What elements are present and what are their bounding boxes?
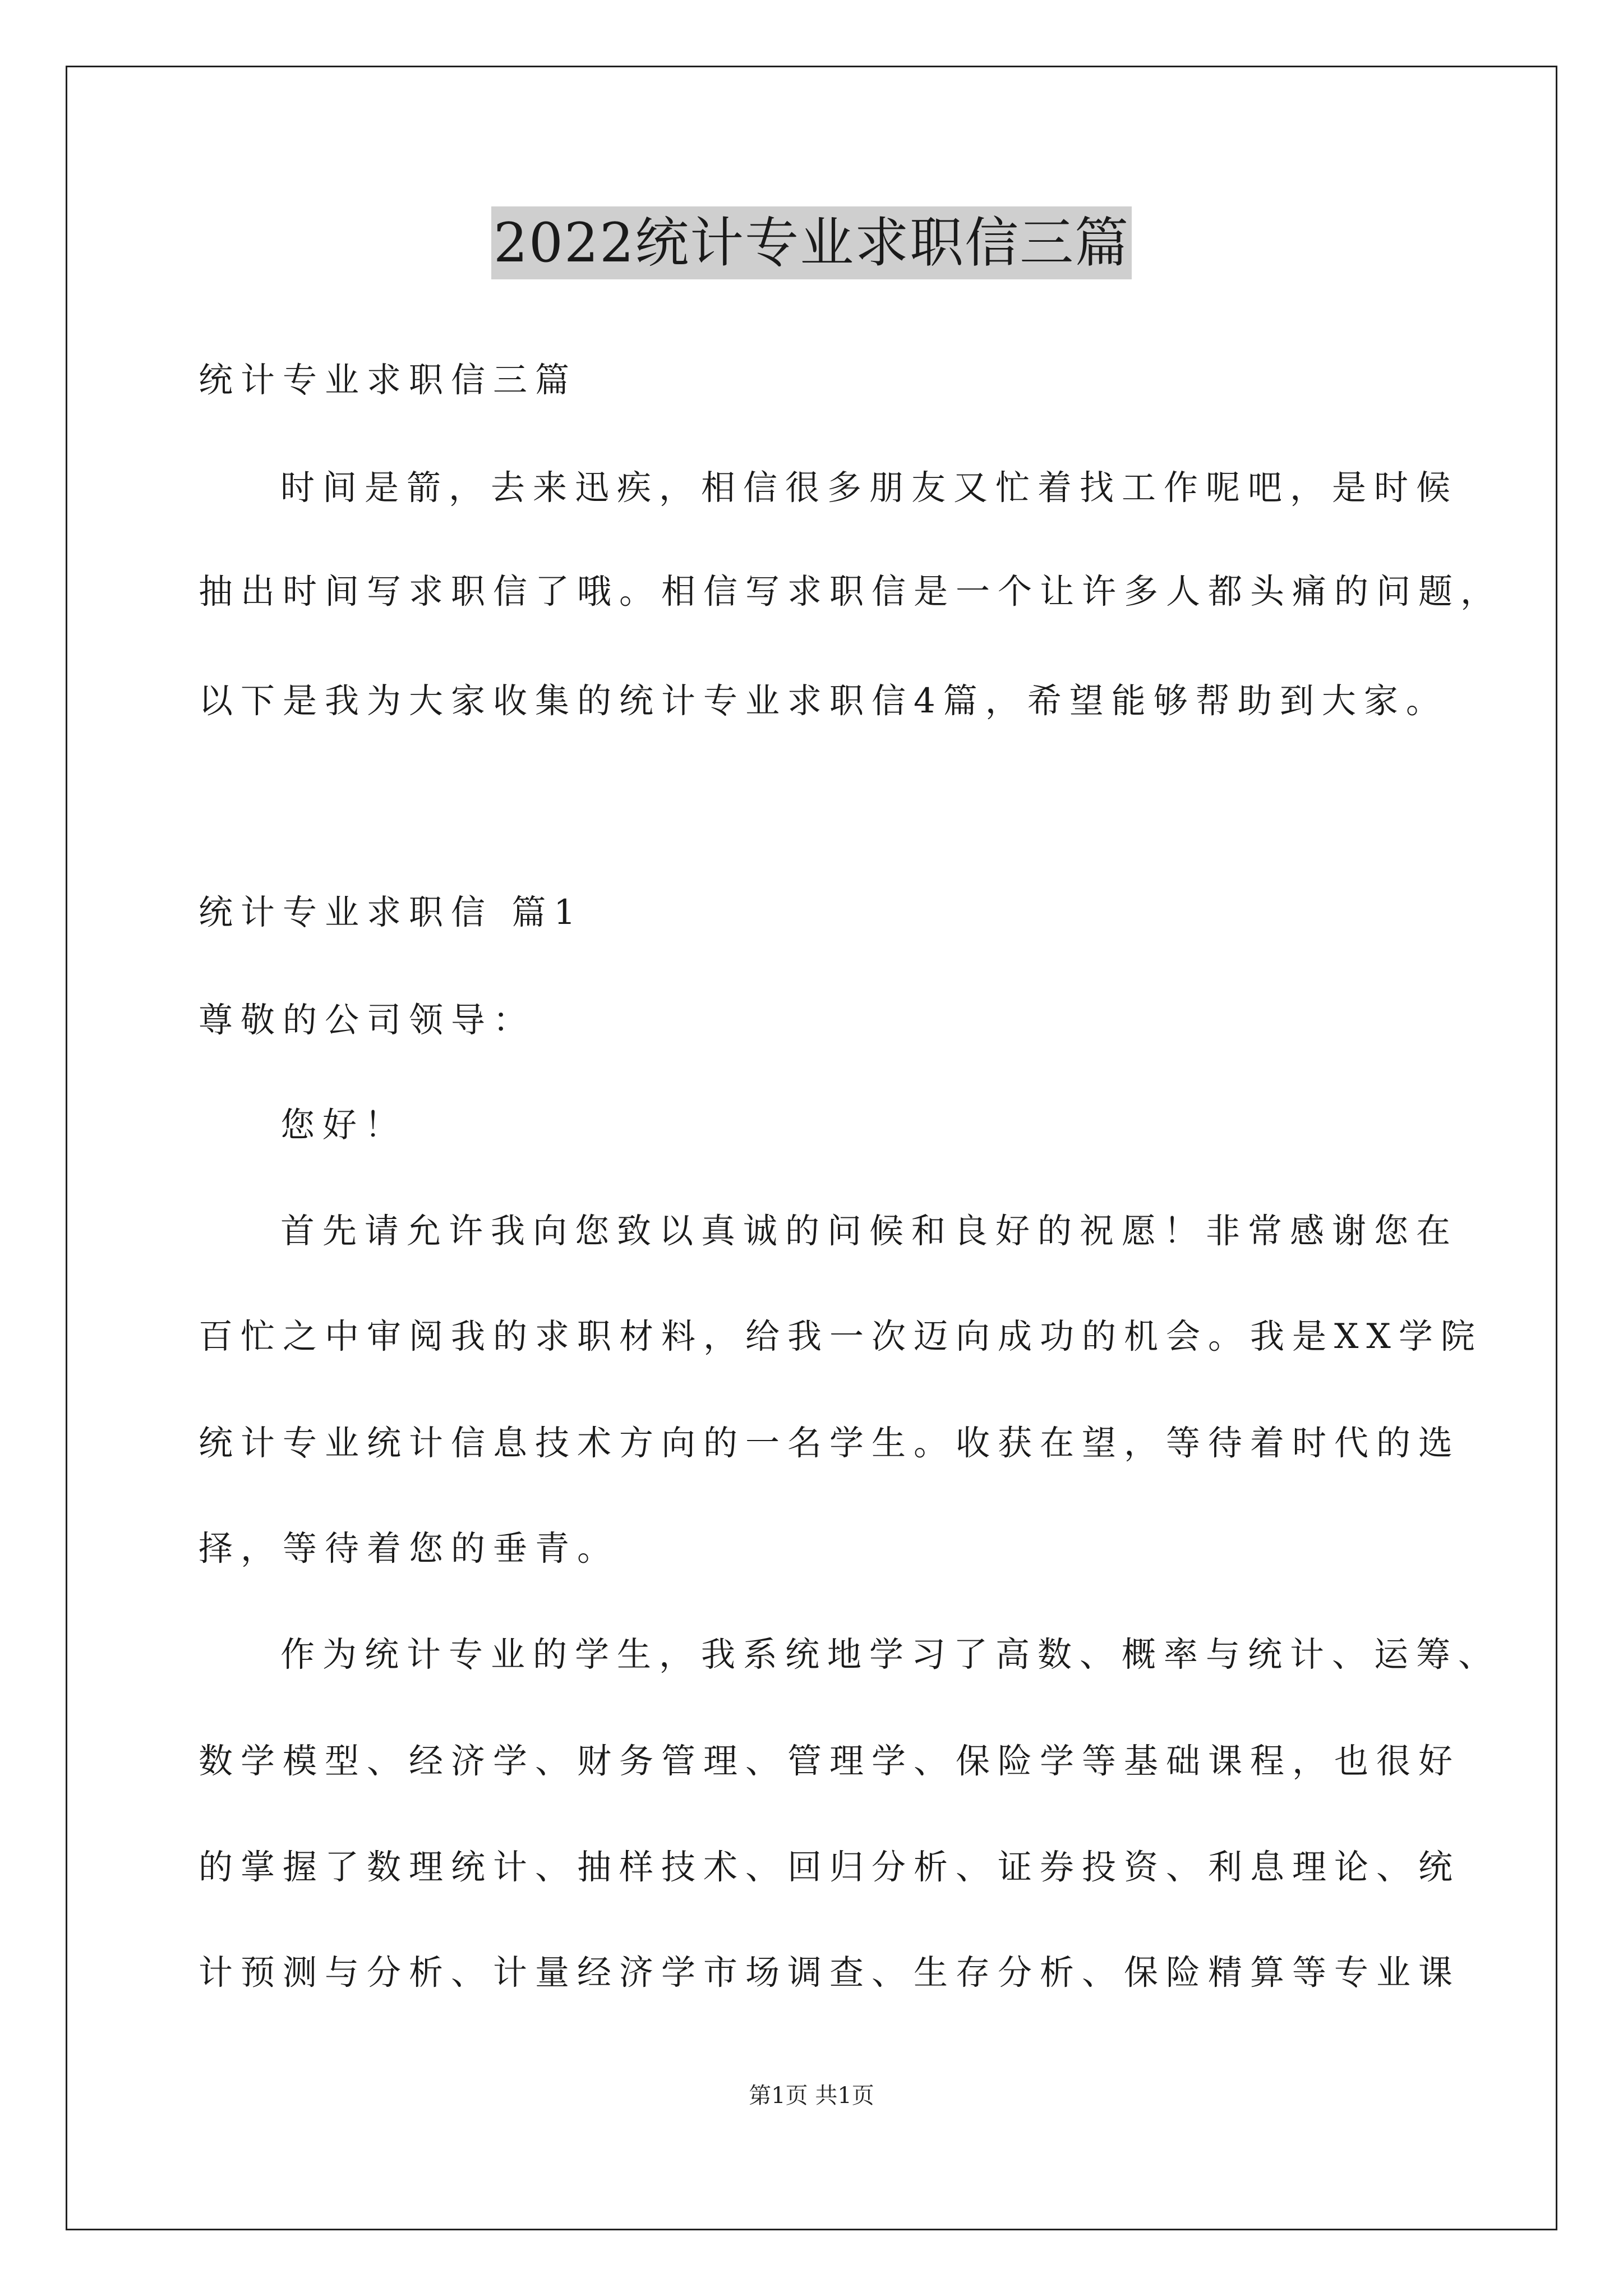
paragraph-line: 统计专业统计信息技术方向的一名学生。收获在望，等待着时代的选 xyxy=(199,1423,1461,1463)
intro-line: 时间是箭，去来迅疾，相信很多朋友又忙着找工作呢吧，是时候 xyxy=(280,468,1459,508)
paragraph-line: 作为统计专业的学生，我系统地学习了高数、概率与统计、运筹、 xyxy=(280,1635,1501,1674)
document-title xyxy=(0,206,1623,279)
salutation: 尊敬的公司领导： xyxy=(199,1000,536,1040)
document-subtitle: 统计专业求职信三篇 xyxy=(199,360,578,400)
section-heading: 统计专业求职信 篇1 xyxy=(199,892,584,932)
paragraph-line: 计预测与分析、计量经济学市场调查、生存分析、保险精算等专业课 xyxy=(199,1953,1461,1993)
page-number-footer: 第1页 共1页 xyxy=(749,2083,874,2109)
paragraph-line: 数学模型、经济学、财务管理、管理学、保险学等基础课程，也很好 xyxy=(199,1741,1461,1781)
paragraph-line: 择，等待着您的垂青。 xyxy=(199,1529,620,1568)
document-title-text: 2022统计专业求职信三篇 xyxy=(491,206,1132,279)
greeting: 您好！ xyxy=(280,1105,407,1145)
paragraph-line: 的掌握了数理统计、抽样技术、回归分析、证券投资、利息理论、统 xyxy=(199,1847,1461,1887)
intro-line: 抽出时间写求职信了哦。相信写求职信是一个让许多人都头痛的问题， xyxy=(199,572,1503,611)
intro-line: 以下是我为大家收集的统计专业求职信4篇，希望能够帮助到大家。 xyxy=(199,681,1448,721)
paragraph-line: 首先请允许我向您致以真诚的问候和良好的祝愿！非常感谢您在 xyxy=(280,1211,1459,1251)
paragraph-line: 百忙之中审阅我的求职材料，给我一次迈向成功的机会。我是XX学院 xyxy=(199,1317,1483,1356)
